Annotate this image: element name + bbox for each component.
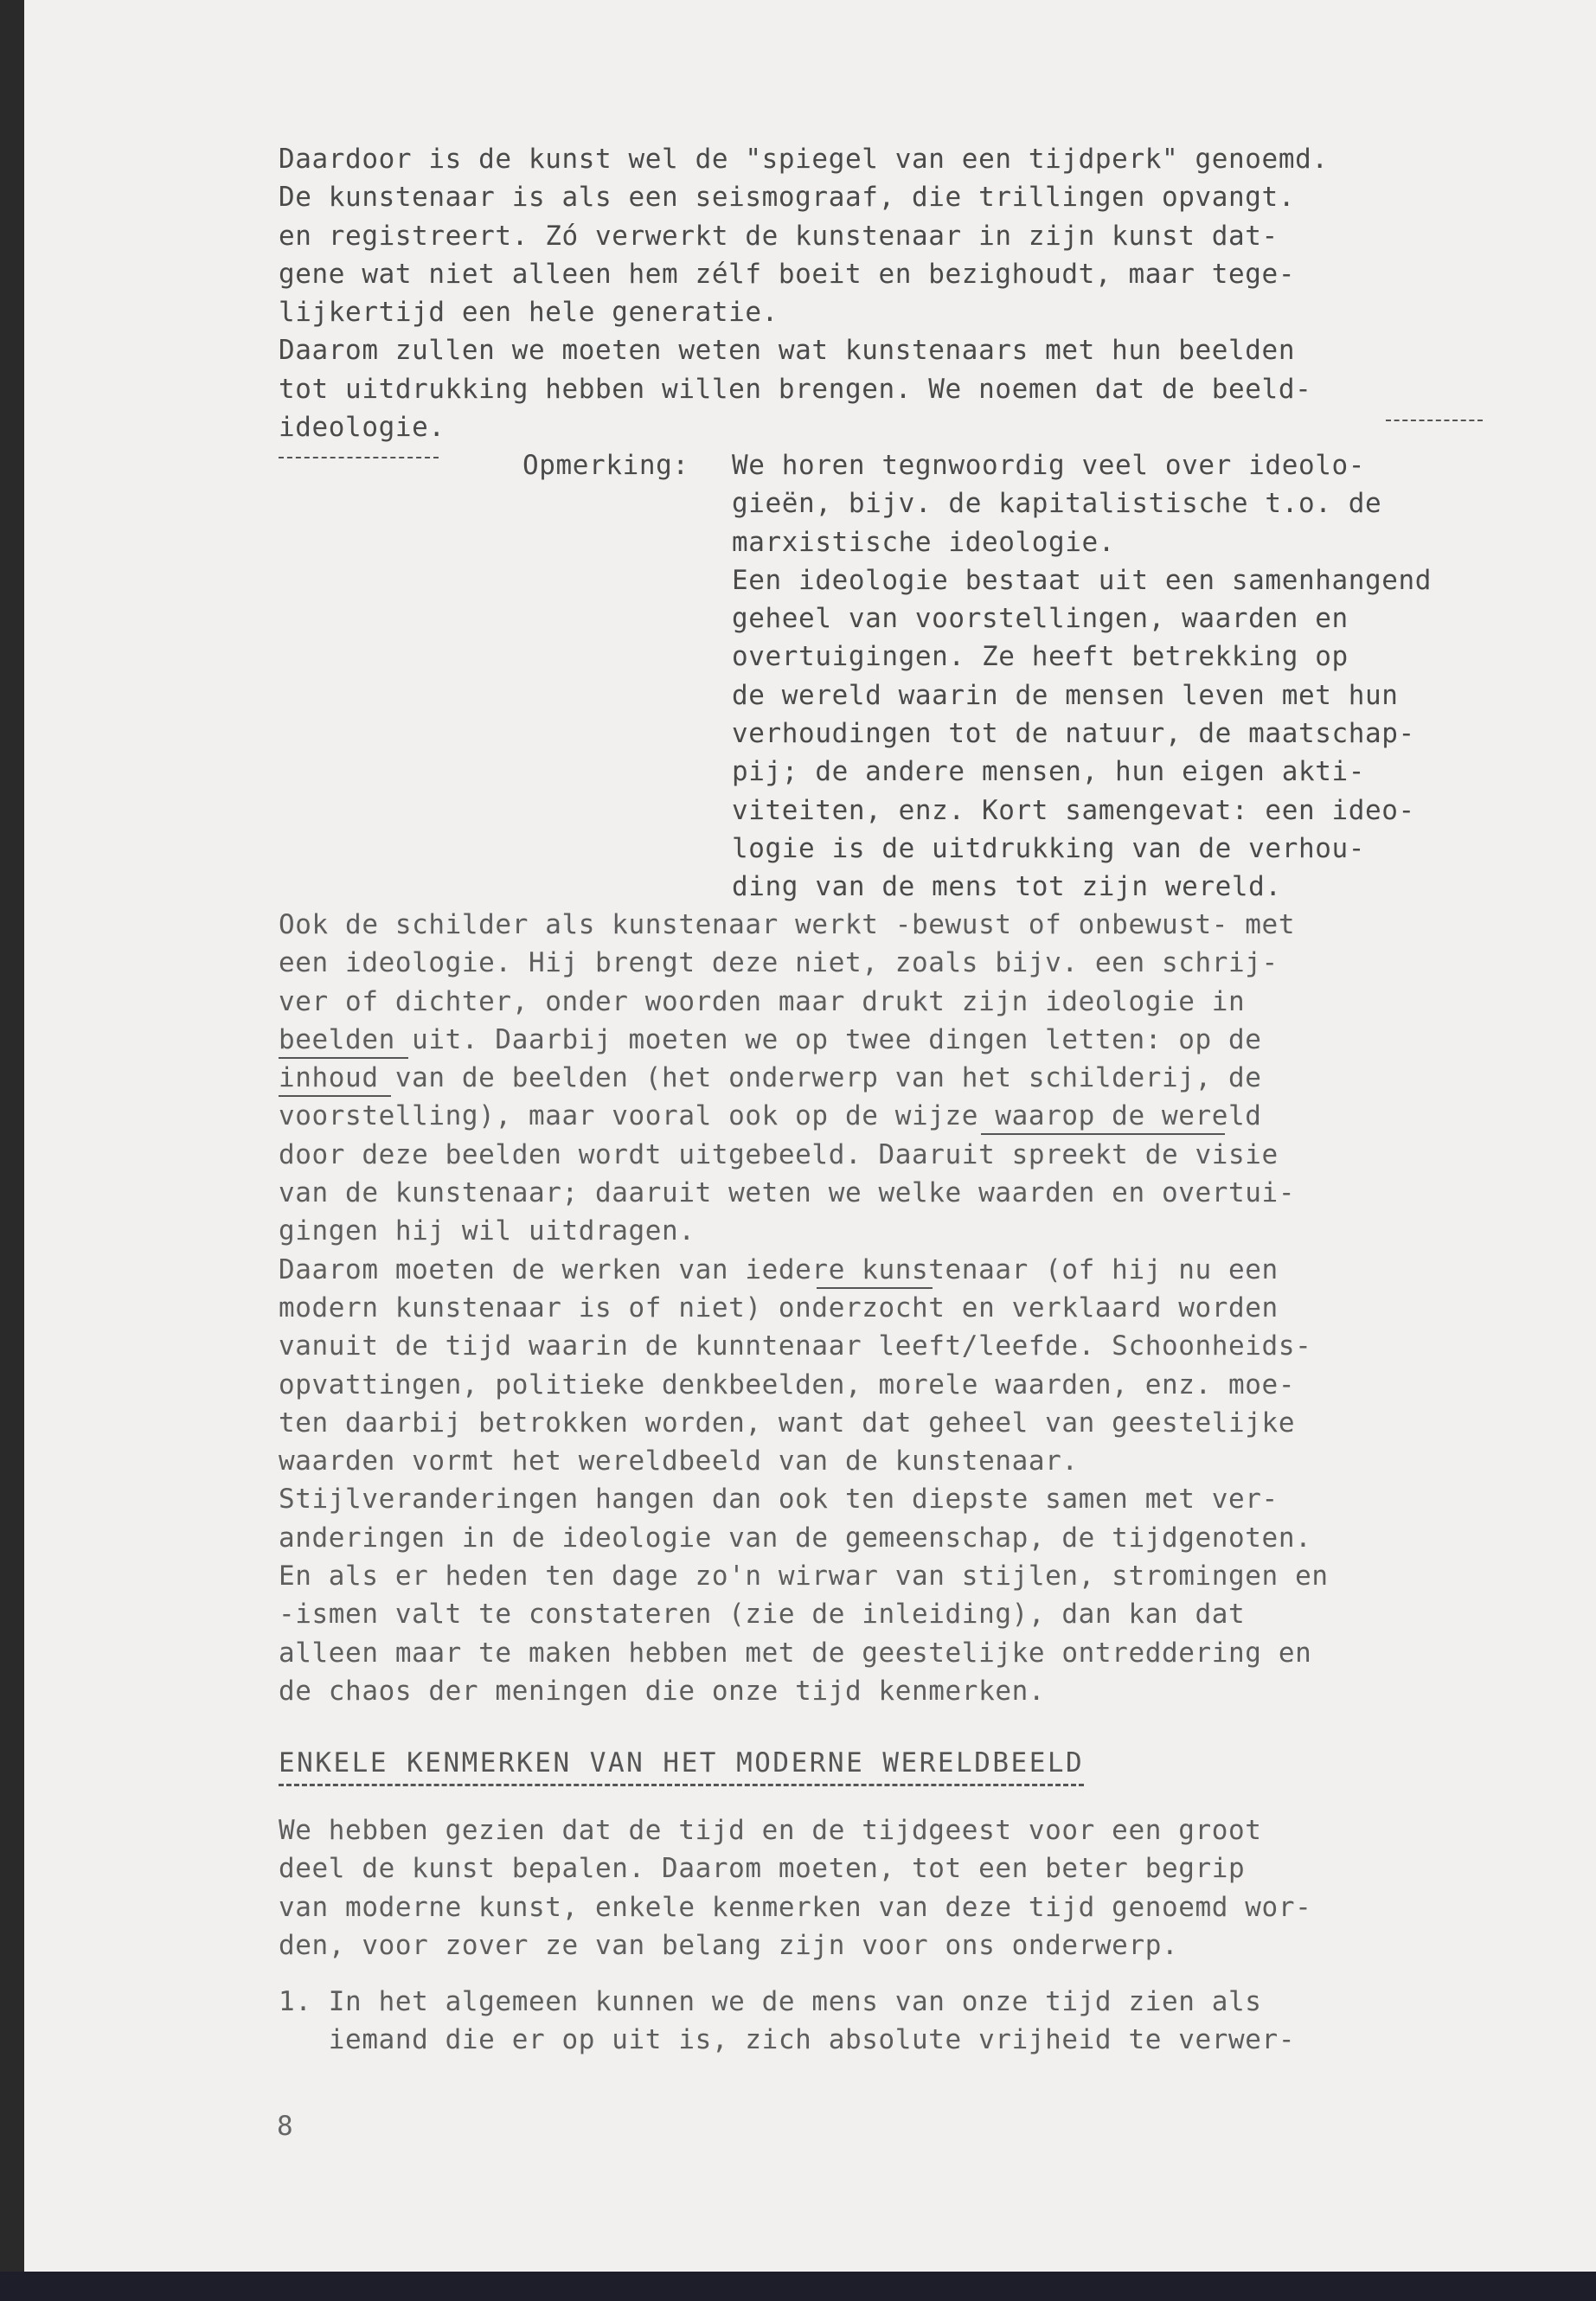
paragraph-2 xyxy=(279,906,1559,1710)
remark-line: verhoudingen tot de natuur, de maatschap- xyxy=(732,718,1415,750)
paragraph-1 xyxy=(279,140,1559,446)
text-line: En als er heden ten dage zo'n wirwar van stijlen, stromingen en xyxy=(279,1561,1329,1593)
text-line: vanuit de tijd waarin de kunntenaar leeft/leefde. Schoonheids- xyxy=(279,1330,1312,1362)
remark-line: logie is de uitdrukking van de verhou- xyxy=(732,832,1366,864)
text-line: tot uitdrukking hebben willen brengen. We noemen dat de beeld- xyxy=(279,373,1312,405)
text-line: opvattingen, politieke denkbeelden, morele waarden, enz. moe- xyxy=(279,1368,1296,1400)
underline-ideologie xyxy=(279,457,439,458)
text-line: alleen maar te maken hebben met de geestelijke ontreddering en xyxy=(279,1637,1312,1669)
text-line: van de kunstenaar; daaruit weten we welke waarden en overtui- xyxy=(279,1177,1296,1209)
text-line: lijkertijd een hele generatie. xyxy=(279,297,779,329)
paragraph-3 xyxy=(279,1811,1559,1965)
underline-iedere xyxy=(817,1287,933,1289)
remark-line: marxistische ideologie. xyxy=(732,526,1116,558)
scan-bottom-edge xyxy=(0,2272,1596,2301)
remark-line: de wereld waarin de mensen leven met hun xyxy=(732,679,1399,711)
text-line: voorstelling), maar vooral ook op de wijze waarop de wereld xyxy=(279,1100,1262,1132)
remark-line: overtuigingen. Ze heeft betrekking op xyxy=(732,641,1349,673)
text-line: Daardoor is de kunst wel de "spiegel van een tijdperk" genoemd. xyxy=(279,144,1329,175)
remark-label: Opmerking: xyxy=(522,450,689,481)
text-line: ten daarbij betrokken worden, want dat geheel van geestelijke xyxy=(279,1407,1296,1439)
text-line: gingen hij wil uitdragen. xyxy=(279,1215,695,1247)
list-line: iemand die er op uit is, zich absolute vrijheid te verwer- xyxy=(279,2024,1296,2056)
list-line: 1. In het algemeen kunnen we de mens van onze tijd zien als xyxy=(279,1986,1262,2017)
text-line: waarden vormt het wereldbeeld van de kunstenaar. xyxy=(279,1445,1079,1477)
remark-line: viteiten, enz. Kort samengevat: een ideo- xyxy=(732,794,1415,826)
text-line: beelden uit. Daarbij moeten we op twee dingen letten: op de xyxy=(279,1023,1262,1055)
text-line: den, voor zover ze van belang zijn voor ons onderwerp. xyxy=(279,1929,1179,1961)
text-line: Daarom moeten de werken van iedere kunstenaar (of hij nu een xyxy=(279,1253,1279,1285)
remark-line: pij; de andere mensen, hun eigen akti- xyxy=(732,756,1366,788)
section-heading xyxy=(279,1747,1084,1779)
list-item-1 xyxy=(279,1983,1559,2060)
text-line: We hebben gezien dat de tijd en de tijdgeest voor een groot xyxy=(279,1815,1262,1846)
underline-inhoud xyxy=(279,1095,391,1097)
text-line: door deze beelden wordt uitgebeeld. Daaruit spreekt de visie xyxy=(279,1138,1279,1170)
text-line: modern kunstenaar is of niet) onderzocht en verklaard worden xyxy=(279,1292,1279,1324)
remark-body xyxy=(732,446,1562,907)
remark-line: ding van de mens tot zijn wereld. xyxy=(732,871,1282,903)
remark-line: Een ideologie bestaat uit een samenhangend xyxy=(732,564,1433,596)
text-line: ideologie. xyxy=(279,412,445,444)
remark-line: gieën, bijv. de kapitalistische t.o. de xyxy=(732,488,1382,520)
underline-wijze-waarop xyxy=(981,1133,1225,1135)
text-line: Daarom zullen we moeten weten wat kunstenaars met hun beelden xyxy=(279,335,1296,367)
text-line: deel de kunst bepalen. Daarom moeten, tot een beter begrip xyxy=(279,1853,1246,1885)
text-line: anderingen in de ideologie van de gemeenschap, de tijdgenoten. xyxy=(279,1522,1312,1554)
section-heading-text: ENKELE KENMERKEN VAN HET MODERNE WERELDBEELD xyxy=(279,1747,1084,1786)
text-line: -ismen valt te constateren (zie de inleiding), dan kan dat xyxy=(279,1599,1246,1631)
remark-line: geheel van voorstellingen, waarden en xyxy=(732,603,1349,635)
text-line: De kunstenaar is als een seismograaf, die trillingen opvangt. xyxy=(279,182,1296,214)
text-line: de chaos der meningen die onze tijd kenmerken. xyxy=(279,1675,1046,1707)
text-line: ver of dichter, onder woorden maar drukt zijn ideologie in xyxy=(279,985,1246,1017)
underline-beeld xyxy=(1386,420,1483,421)
text-line: gene wat niet alleen hem zélf boeit en bezighoudt, maar tege- xyxy=(279,258,1296,290)
text-line: inhoud van de beelden (het onderwerp van het schilderij, de xyxy=(279,1062,1262,1094)
page-number: 8 xyxy=(277,2111,293,2142)
underline-beelden xyxy=(279,1057,408,1059)
text-line: Stijlveranderingen hangen dan ook ten diepste samen met ver- xyxy=(279,1484,1279,1516)
text-line: Ook de schilder als kunstenaar werkt -bewust of onbewust- met xyxy=(279,909,1296,940)
document-page xyxy=(24,0,1596,2272)
text-line: en registreert. Zó verwerkt de kunstenaar in zijn kunst dat- xyxy=(279,220,1279,252)
remark-line: We horen tegnwoordig veel over ideolo- xyxy=(732,450,1366,481)
text-line: van moderne kunst, enkele kenmerken van deze tijd genoemd wor- xyxy=(279,1891,1312,1923)
text-line: een ideologie. Hij brengt deze niet, zoals bijv. een schrij- xyxy=(279,947,1279,979)
